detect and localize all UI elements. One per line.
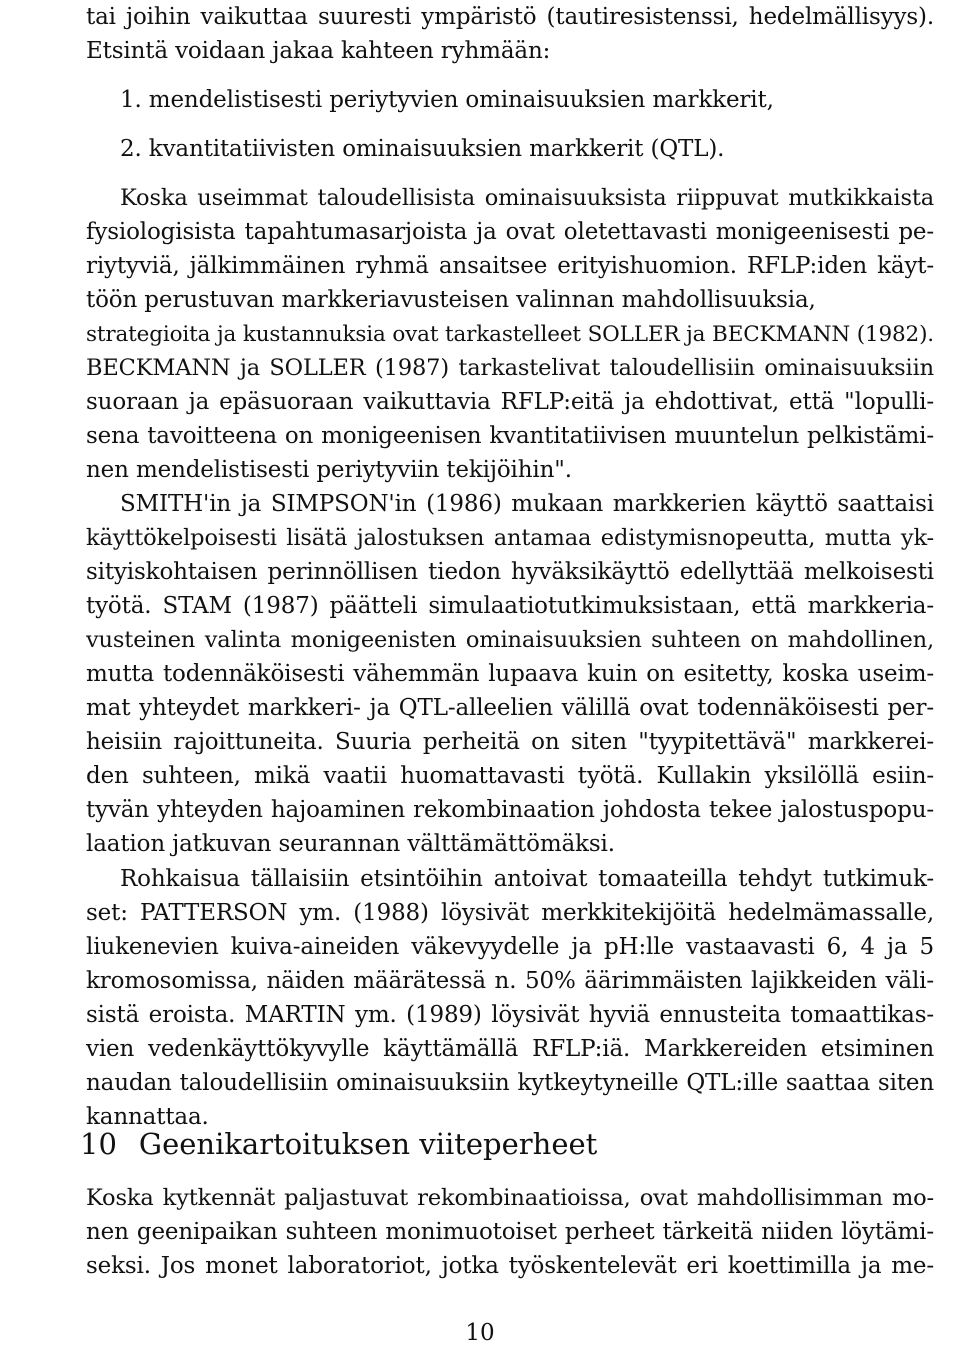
section-number: 10 <box>80 1127 117 1161</box>
paragraph-3-line: kannattaa. <box>86 1104 209 1130</box>
paragraph-2-line: mutta todennäköisesti vähemmän lupaava kuin on esitetty, koska useim- <box>86 661 934 687</box>
paragraph-1-line: BECKMANN ja SOLLER (1987) tarkastelivat taloudellisiin ominaisuuksiin <box>86 355 934 381</box>
paragraph-4-line: Koska kytkennät paljastuvat rekombinaatioissa, ovat mahdollisimman mo- <box>86 1185 934 1211</box>
paragraph-1-line: riytyviä, jälkimmäinen ryhmä ansaitsee erityishuomion. RFLP:iden käyt- <box>86 253 934 279</box>
list-item-2: 2. kvantitatiivisten ominaisuuksien markkerit (QTL). <box>120 136 725 162</box>
paragraph-3-line: Rohkaisua tällaisiin etsintöihin antoivat tomaateilla tehdyt tutkimuk- <box>120 866 934 892</box>
paragraph-1-line: suoraan ja epäsuoraan vaikuttavia RFLP:eitä ja ehdottivat, että "lopulli- <box>86 389 934 415</box>
paragraph-2-line: heisiin rajoittuneita. Suuria perheitä on siten "tyypitettävä" markkerei- <box>86 729 934 755</box>
body-text-line: tai joihin vaikuttaa suuresti ympäristö (tautiresistenssi, hedelmällisyys). <box>86 4 934 30</box>
paragraph-1-line: sena tavoitteena on monigeenisen kvantitatiivisen muuntelun pelkistämi- <box>86 423 934 449</box>
paragraph-4-line: nen geenipaikan suhteen monimuotoiset perheet tärkeitä niiden löytämi- <box>86 1219 934 1245</box>
paragraph-1-line: Koska useimmat taloudellisista ominaisuuksista riippuvat mutkikkaista <box>120 185 934 211</box>
paragraph-1-line: nen mendelistisesti periytyviin tekijöihin". <box>86 457 572 483</box>
section-heading <box>80 1124 597 1164</box>
paragraph-2-line: laation jatkuvan seurannan välttämättömäksi. <box>86 831 615 857</box>
paragraph-3-line: naudan taloudellisiin ominaisuuksiin kytkeytyneille QTL:ille saattaa siten <box>86 1070 934 1096</box>
paragraph-1-line: töön perustuvan markkeriavusteisen valinnan mahdollisuuksia, <box>86 287 816 313</box>
section-title: Geenikartoituksen viiteperheet <box>138 1127 598 1161</box>
paragraph-3-line: set: PATTERSON ym. (1988) löysivät merkkitekijöitä hedelmämassalle, <box>86 900 934 926</box>
body-text-line: Etsintä voidaan jakaa kahteen ryhmään: <box>86 38 551 64</box>
paragraph-3-line: sistä eroista. MARTIN ym. (1989) löysivät hyviä ennusteita tomaattikas- <box>86 1002 934 1028</box>
paragraph-2-line: tyvän yhteyden hajoaminen rekombinaation johdosta tekee jalostuspopu- <box>86 797 934 823</box>
paragraph-2-line: vusteinen valinta monigeenisten ominaisuuksien suhteen on mahdollinen, <box>86 627 934 653</box>
paragraph-2-line: sityiskohtaisen perinnöllisen tiedon hyväksikäyttö edellyttää melkoisesti <box>86 559 934 585</box>
paragraph-3-line: vien vedenkäyttökyvylle käyttämällä RFLP:iä. Markkereiden etsiminen <box>86 1036 934 1062</box>
list-item-1: 1. mendelistisesti periytyvien ominaisuuksien markkerit, <box>120 87 774 113</box>
paragraph-2-line: käyttökelpoisesti lisätä jalostuksen antamaa edistymisnopeutta, mutta yk- <box>86 525 934 551</box>
paragraph-2-line: työtä. STAM (1987) päätteli simulaatiotutkimuksistaan, että markkeria- <box>86 593 934 619</box>
paragraph-2-line: den suhteen, mikä vaatii huomattavasti työtä. Kullakin yksilöllä esiin- <box>86 763 934 789</box>
paragraph-1-line: fysiologisista tapahtumasarjoista ja ovat oletettavasti monigeenisesti pe- <box>86 219 934 245</box>
paragraph-2-line: mat yhteydet markkeri- ja QTL-alleelien välillä ovat todennäköisesti per- <box>86 695 934 721</box>
page-number: 10 <box>465 1320 495 1346</box>
paragraph-3-line: liukenevien kuiva-aineiden väkevyydelle ja pH:lle vastaavasti 6, 4 ja 5 <box>86 934 934 960</box>
paragraph-4-line: seksi. Jos monet laboratoriot, jotka työskentelevät eri koettimilla ja me- <box>86 1253 934 1279</box>
paragraph-1-line: strategioita ja kustannuksia ovat tarkastelleet SOLLER ja BECKMANN (1982). <box>86 322 934 347</box>
paragraph-3-line: kromosomissa, näiden määrätessä n. 50% äärimmäisten lajikkeiden väli- <box>86 968 934 994</box>
paragraph-2-line: SMITH'in ja SIMPSON'in (1986) mukaan markkerien käyttö saattaisi <box>120 491 934 517</box>
